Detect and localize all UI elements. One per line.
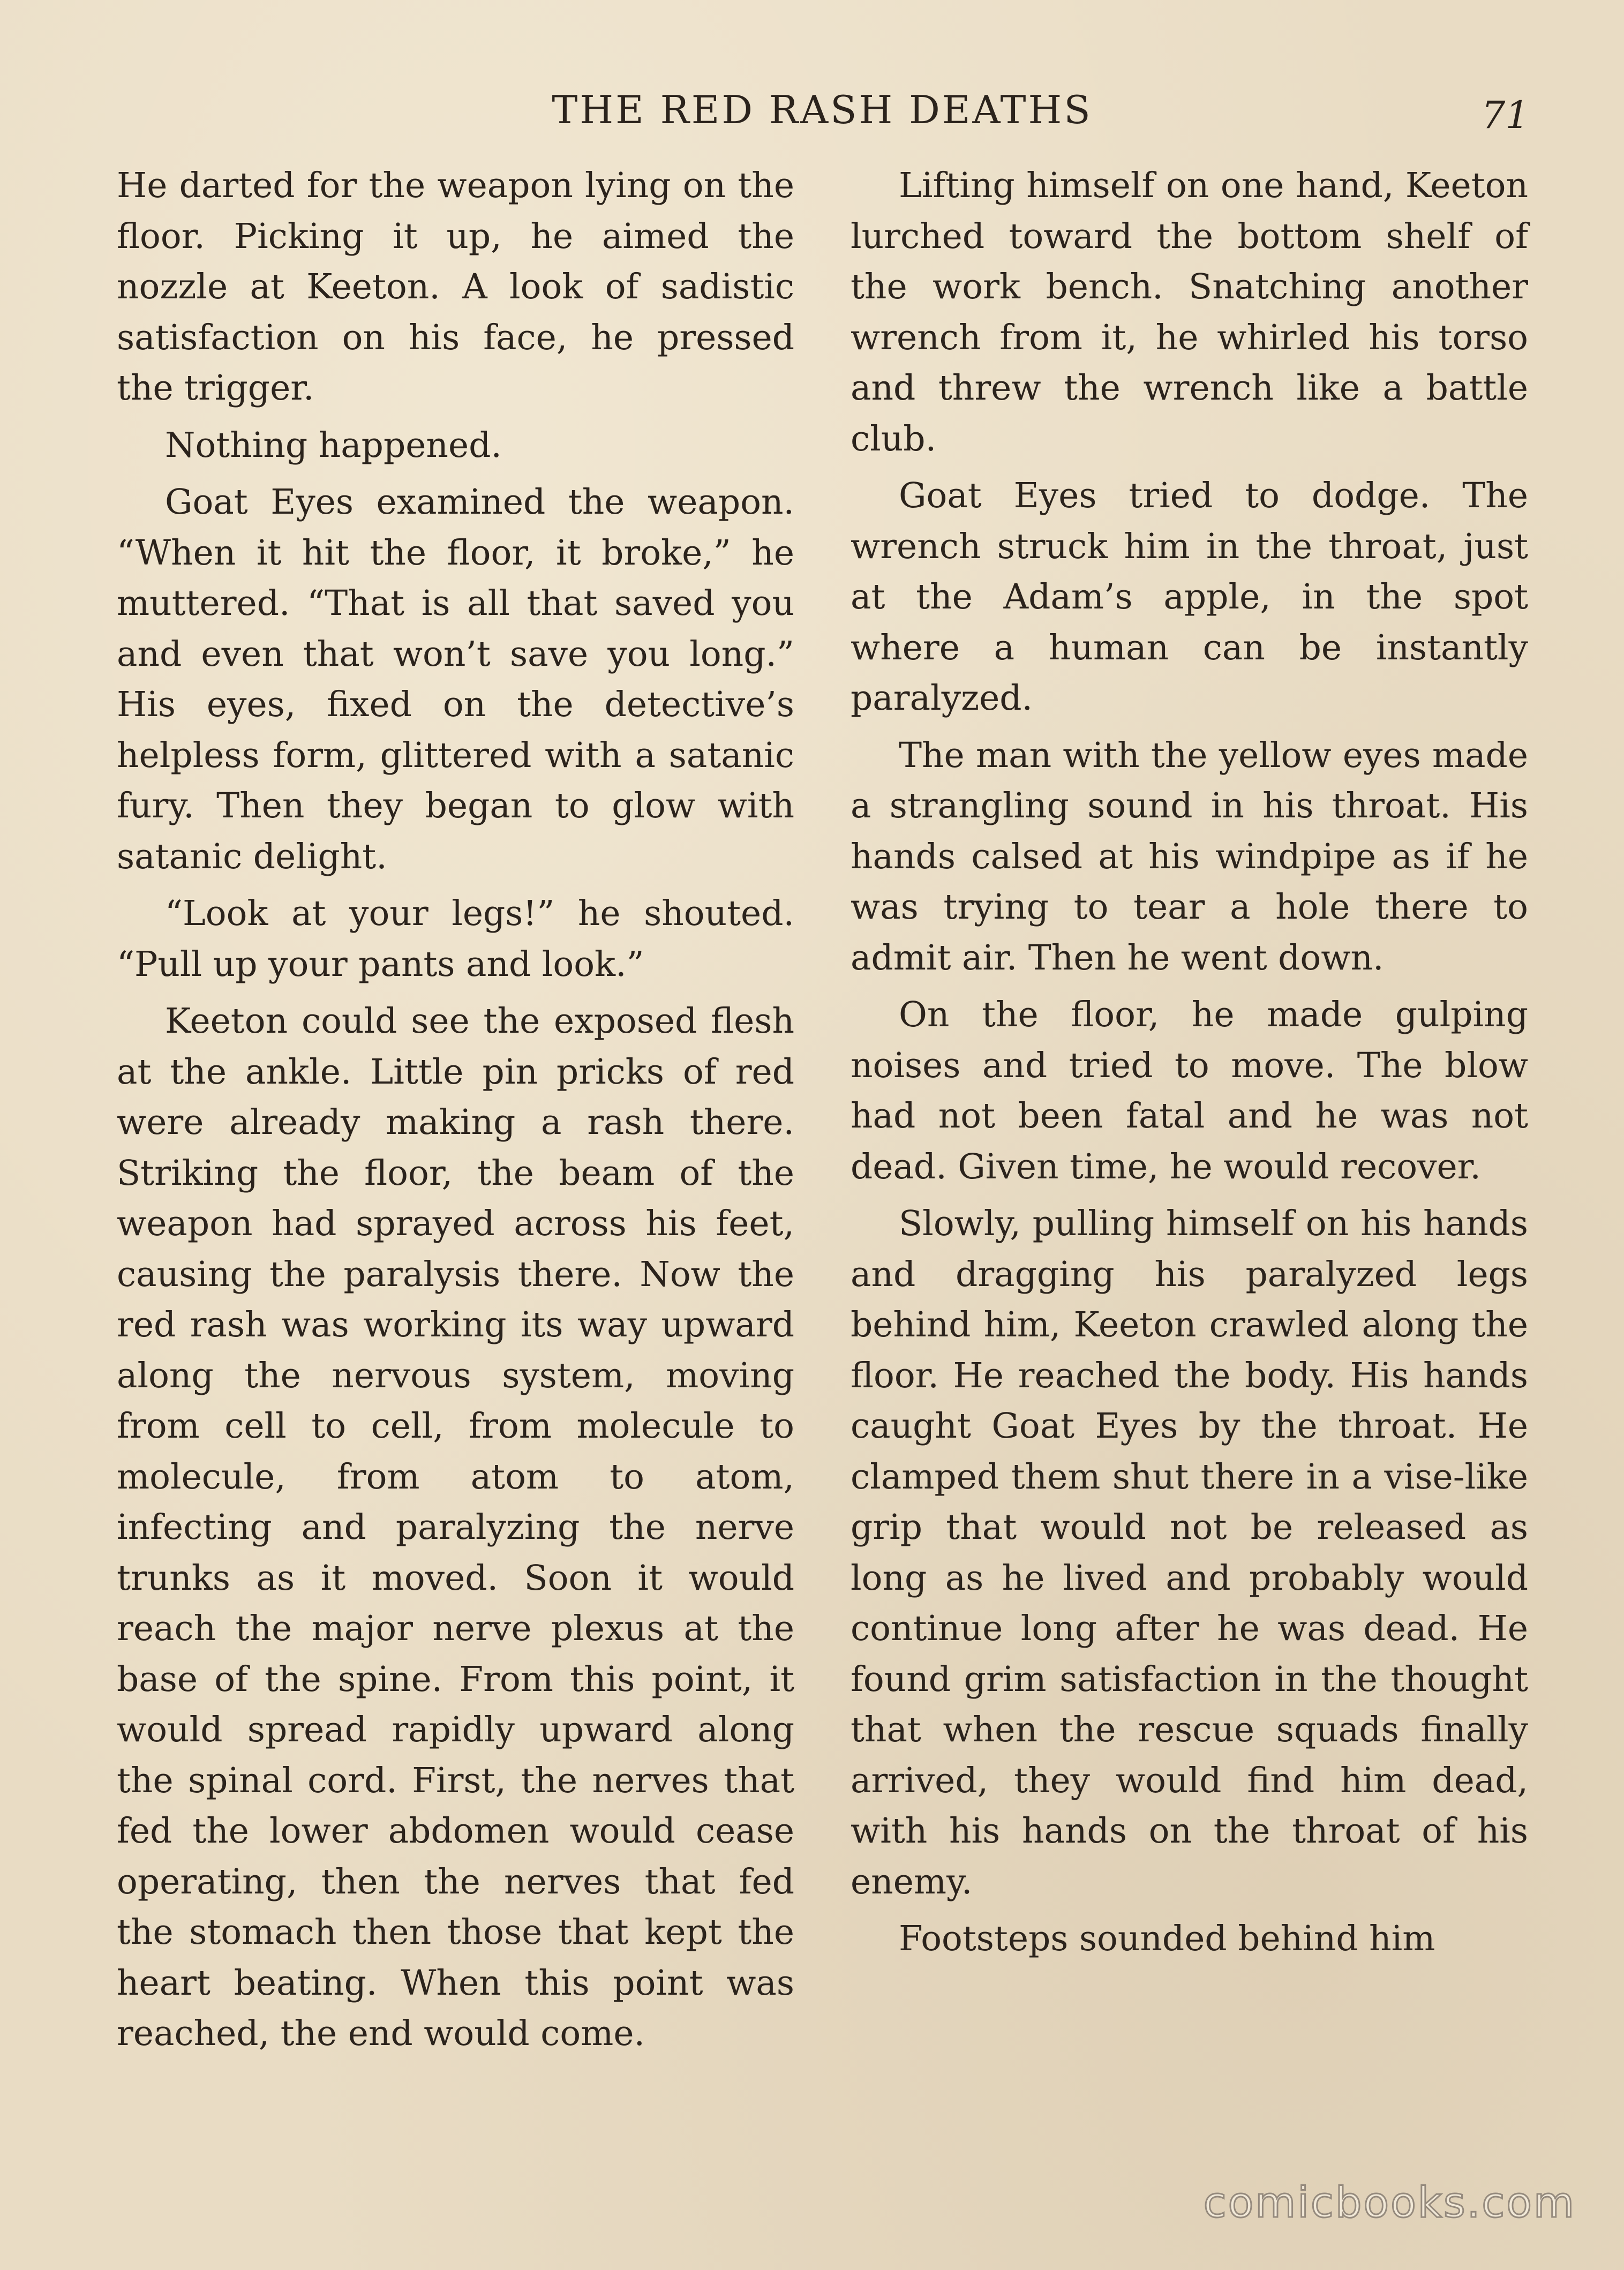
- paragraph: Lifting himself on one hand, Keeton lurched toward the bottom shelf of the work bench. Snatching another wrench from it, he whirled his torso and threw the wrench like a battle club.: [851, 166, 1528, 459]
- page-number: 71: [1481, 93, 1529, 137]
- right-column: [851, 161, 1528, 1971]
- paragraph: On the floor, he made gulping noises and tried to move. The blow had not been fatal and he was not dead. Given time, he would recover.: [851, 995, 1528, 1187]
- paragraph: The man with the yellow eyes made a strangling sound in his throat. His hands calsed at his windpipe as if he was trying to tear a hole there to admit air. Then he went down.: [851, 735, 1528, 978]
- left-column: [117, 161, 794, 2066]
- paragraph: Goat Eyes tried to dodge. The wrench struck him in the throat, just at the Adam’s apple, in the spot where a human can be instantly paralyzed.: [851, 476, 1528, 718]
- paragraph: He darted for the weapon lying on the floor. Picking it up, he aimed the nozzle at Keeton. A look of sadistic satisfaction on his face, he pressed the trigger.: [117, 166, 794, 408]
- paragraph: Keeton could see the exposed flesh at the ankle. Little pin pricks of red were already making a rash there. Striking the floor, the beam of the weapon had sprayed across his feet, causing the paralysis there. Now the red rash was working its way upward along the nervous system, moving from cell to cell, from molecule to molecule, from atom to atom, infecting and paralyzing the nerve trunks as it moved. Soon it would reach the major nerve plexus at the base of the spine. From this point, it would spread rapidly upward along the spinal cord. First, the nerves that fed the lower abdomen would cease operating, then the nerves that fed the stomach then those that kept the heart beating. When this point was reached, the end would come.: [117, 1001, 794, 2054]
- running-title: THE RED RASH DEATHS: [552, 87, 1093, 132]
- paragraph: Goat Eyes examined the weapon. “When it hit the floor, it broke,” he muttered. “That is all that saved you and even that won’t save you long.” His eyes, fixed on the detective’s helpless form, glittered with a satanic fury. Then they began to glow with satanic delight.: [117, 482, 794, 877]
- paragraph: Footsteps sounded behind him: [899, 1919, 1435, 1959]
- paragraph: Nothing happened.: [165, 425, 502, 465]
- watermark: comicbooks.com: [1203, 2179, 1576, 2227]
- paragraph: “Look at your legs!” he shouted. “Pull up your pants and look.”: [117, 893, 794, 984]
- page-header: [115, 80, 1529, 139]
- paragraph: Slowly, pulling himself on his hands and dragging his paralyzed legs behind him, Keeton crawled along the floor. He reached the body. His hands caught Goat Eyes by the throat. He clamped them shut there in a vise-like grip that would not be released as long as he lived and probably would continue long after he was dead. He found grim satisfaction in the thought that when the rescue squads finally arrived, they would find him dead, with his hands on the throat of his enemy.: [851, 1204, 1528, 1902]
